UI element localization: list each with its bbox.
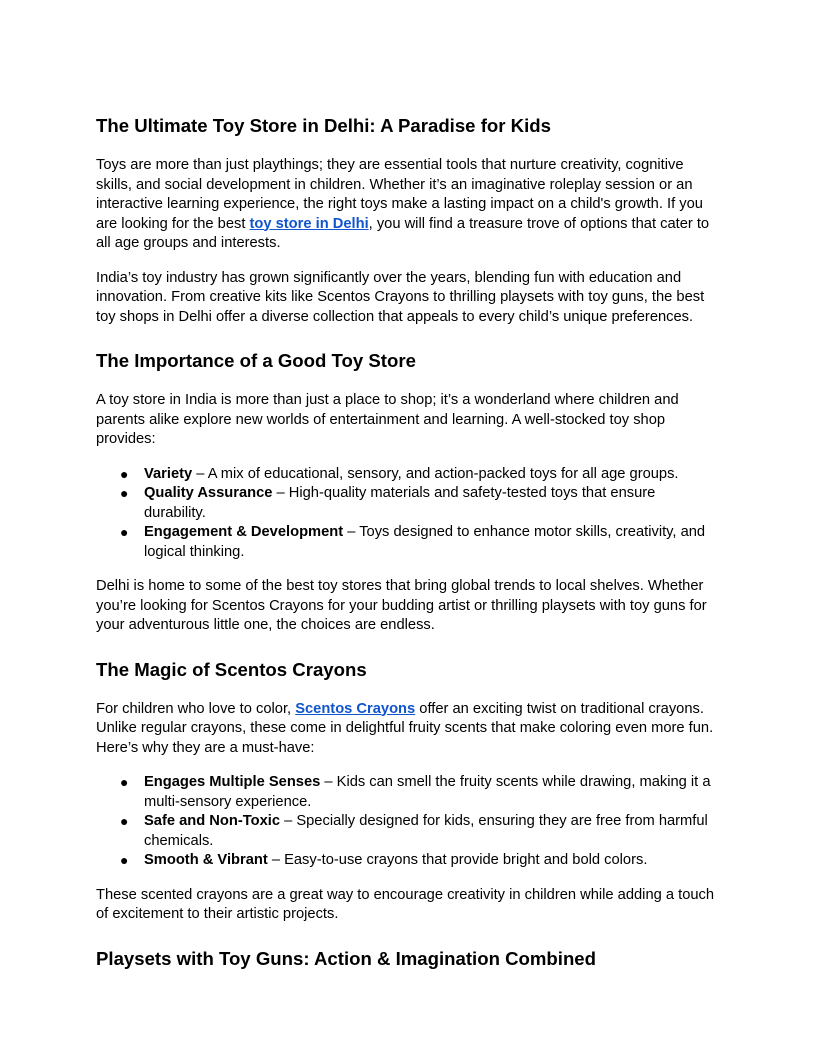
- list-item-term: Smooth & Vibrant: [144, 852, 268, 868]
- list-item-text: – Kids can smell the fruity scents while drawing, making it a multi-sensory experience.: [144, 774, 711, 810]
- list-item: [120, 465, 720, 485]
- paragraph-delhi-home: Delhi is home to some of the best toy stores that bring global trends to local shelves. Whether you’re looking for Scentos Crayons for your budding artist or thrilling playsets with toy guns for your adventurous little one, the choices are endless.: [96, 578, 707, 633]
- link-toy-store-in-delhi[interactable]: toy store in Delhi: [249, 215, 369, 232]
- list-item-term: Quality Assurance: [144, 485, 273, 501]
- bullet-icon: ●: [120, 485, 129, 501]
- paragraph-scentos-text-before: For children who love to color,: [96, 700, 296, 717]
- list-item: [120, 812, 720, 851]
- list-item-term: Safe and Non-Toxic: [144, 813, 281, 829]
- list-item: [120, 523, 720, 562]
- bullet-icon: ●: [120, 774, 129, 790]
- paragraph-scented-crayons-outro: These scented crayons are a great way to encourage creativity in children while adding a touch of excitement to their artistic projects.: [96, 886, 715, 922]
- bullet-icon: ●: [120, 524, 129, 540]
- list-item-term: Engages Multiple Senses: [144, 774, 321, 790]
- heading-playsets-toy-guns: Playsets with Toy Guns: Action & Imagination Combined: [96, 947, 597, 969]
- document-page: [96, 114, 720, 989]
- paragraph-scentos-text-after: offer an exciting twist on traditional crayons. Unlike regular crayons, these come in delightful fruity scents that make coloring even more fun. Here’s why they are a must-have:: [96, 700, 714, 756]
- heading-ultimate-toy-store: The Ultimate Toy Store in Delhi: A Paradise for Kids: [96, 115, 551, 136]
- list-item: [120, 773, 720, 812]
- link-scentos-crayons[interactable]: Scentos Crayons: [295, 700, 416, 717]
- bullet-list-toy-store-benefits: [96, 465, 720, 563]
- list-item: [120, 851, 720, 871]
- paragraph-scentos-intro: [96, 700, 720, 759]
- heading-importance-good-toy-store: The Importance of a Good Toy Store: [96, 350, 416, 371]
- bullet-list-scentos-benefits: [96, 773, 720, 871]
- list-item-term: Engagement & Development: [144, 524, 344, 540]
- bullet-icon: ●: [120, 852, 129, 868]
- list-item-text: – Easy-to-use crayons that provide bright and bold colors.: [267, 852, 648, 868]
- list-item-term: Variety: [144, 465, 193, 482]
- bullet-icon: ●: [120, 813, 129, 829]
- list-item-text: – Toys designed to enhance motor skills, creativity, and logical thinking.: [144, 524, 706, 560]
- paragraph-intro-text-after: , you will find a treasure trove of options that cater to all age groups and interests.: [96, 215, 710, 251]
- list-item-text: – A mix of educational, sensory, and action-packed toys for all age groups.: [192, 465, 679, 482]
- paragraph-toy-industry: India’s toy industry has grown significantly over the years, blending fun with education and innovation. From creative kits like Scentos Crayons to thrilling playsets with toy guns, the best toy shops in Delhi offer a diverse collection that appeals to every child’s unique preferences.: [96, 269, 705, 325]
- paragraph-intro-text-before: Toys are more than just playthings; they are essential tools that nurture creativity, cognitive skills, and social development in children. Whether it’s an imaginative roleplay session or an interactive learning experience, the right toys make a lasting impact on a child's growth. If you are looking for the best: [96, 157, 703, 232]
- bullet-icon: ●: [120, 465, 129, 482]
- heading-magic-scentos-crayons: The Magic of Scentos Crayons: [96, 658, 367, 680]
- paragraph-intro: [96, 156, 720, 254]
- list-item: [120, 484, 720, 523]
- list-item-text: – High-quality materials and safety-tested toys that ensure durability.: [144, 485, 656, 521]
- list-item-text: – Specially designed for kids, ensuring they are free from harmful chemicals.: [144, 813, 708, 849]
- paragraph-toy-store-india: A toy store in India is more than just a place to shop; it’s a wonderland where children and parents alike explore new worlds of entertainment and learning. A well-stocked toy shop provides:: [96, 392, 679, 447]
